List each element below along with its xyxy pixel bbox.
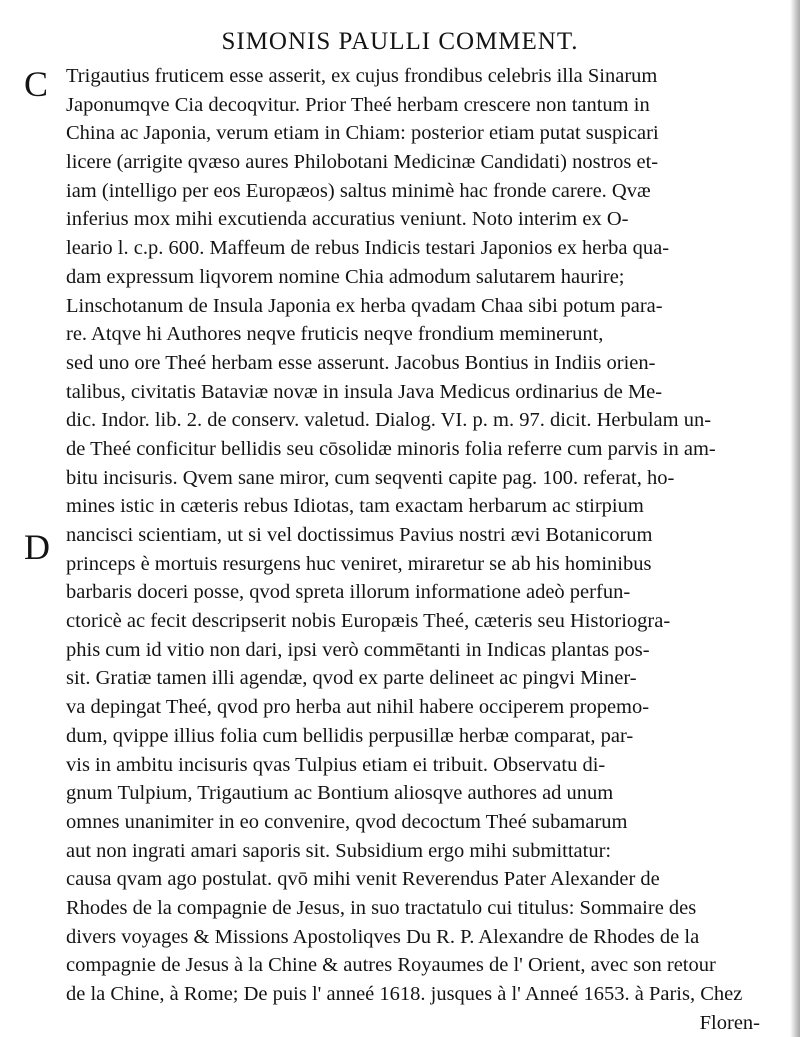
text-line: barbaris doceri posse, qvod spreta illorum informatione adeò perfun-: [66, 581, 631, 604]
text-line: dic. Indor. lib. 2. de conserv. valetud. Dialog. VI. p. m. 97. dicit. Herbulam un-: [66, 409, 712, 432]
text-line: dam expressum liqvorem nomine Chia admodum salutarem haurire;: [66, 265, 625, 288]
margin-letter-d: D: [24, 527, 50, 567]
text-line: vis in ambitu incisuris qvas Tulpius etiam ei tribuit. Observatu di-: [66, 753, 606, 776]
text-line: iam (intelligo per eos Europæos) saltus minimè hac fronde carere. Qvæ: [66, 179, 651, 202]
text-line: Linschotanum de Insula Japonia ex herba qvadam Chaa sibi potum para-: [66, 294, 663, 317]
text-line: re. Atqve hi Authores neqve fruticis neqve frondium meminerunt,: [66, 323, 604, 346]
text-line: va depingat Theé, qvod pro herba aut nihil habere occiperem propemo-: [66, 696, 650, 719]
page-edge-shadow: [790, 0, 800, 1037]
text-line: de Theé conficitur bellidis seu cōsolidæ minoris folia referre cum parvis in am-: [66, 437, 716, 460]
text-line: divers voyages & Missions Apostoliqves Du R. P. Alexandre de Rhodes de la: [66, 925, 700, 948]
text-line: princeps è mortuis resurgens huc veniret, miraretur se ab his hominibus: [66, 552, 652, 575]
text-line: mines istic in cæteris rebus Idiotas, tam exactam herbarum ac stirpium: [66, 495, 644, 518]
text-line: dum, qvippe illius folia cum bellidis perpusillæ herbæ comparat, par-: [66, 724, 634, 747]
text-line: leario l. c.p. 600. Maffeum de rebus Indicis testari Japonios ex herba qua-: [66, 237, 670, 260]
text-line: gnum Tulpium, Trigautium ac Bontium aliosqve authores ad unum: [66, 782, 614, 805]
text-line: inferius mox mihi excutienda accuratius veniunt. Noto interim ex O-: [66, 208, 629, 231]
text-line: ctoricè ac fecit descripserit nobis Europæis Theé, cæteris seu Historiogra-: [66, 610, 671, 633]
text-line: phis cum id vitio non dari, ipsi verò commētanti in Indicas plantas pos-: [66, 638, 650, 661]
margin-letter-c: C: [24, 64, 49, 104]
text-line: causa qvam ago postulat. qvō mihi venit Reverendus Pater Alexander de: [66, 868, 660, 891]
text-line: China ac Japonia, verum etiam in Chiam: posterior etiam putat suspicari: [66, 122, 659, 145]
text-line: omnes unanimiter in eo convenire, qvod decoctum Theé subamarum: [66, 810, 628, 833]
text-line: sit. Gratiæ tamen illi agendæ, qvod ex parte delineet ac pingvi Miner-: [66, 667, 637, 690]
text-line: talibus, civitatis Bataviæ novæ in insula Java Medicus ordinarius de Me-: [66, 380, 663, 403]
catchword: Floren-: [699, 1011, 760, 1034]
text-line: licere (arrigite qvæso aures Philobotani Medicinæ Candidati) nostros et-: [66, 151, 659, 174]
body-text: [66, 62, 796, 1037]
text-line: de la Chine, à Rome; De puis l' anneé 1618. jusques à l' Anneé 1653. à Paris, Chez: [66, 983, 743, 1005]
text-line: nancisci scientiam, ut si vel doctissimus Pavius nostri ævi Botanicorum: [66, 524, 653, 546]
text-line: Japonumqve Cia decoqvitur. Prior Theé herbam crescere non tantum in: [66, 93, 650, 116]
text-line: bitu incisuris. Qvem sane miror, cum seqventi capite pag. 100. referat, ho-: [66, 466, 675, 489]
text-line: compagnie de Jesus à la Chine & autres Royaumes de l' Orient, avec son retour: [66, 954, 716, 977]
text-line: Rhodes de la compagnie de Jesus, in suo tractatulo cui titulus: Sommaire des: [66, 896, 697, 919]
text-line: Trigautius fruticem esse asserit, ex cujus frondibus celebris illa Sinarum: [66, 65, 658, 87]
text-line: sed uno ore Theé herbam esse asserunt. Jacobus Bontius in Indiis orien-: [66, 351, 656, 374]
running-head: SIMONIS PAULLI COMMENT.: [221, 28, 579, 55]
text-line: aut non ingrati amari saporis sit. Subsidium ergo mihi submittatur:: [66, 839, 612, 862]
